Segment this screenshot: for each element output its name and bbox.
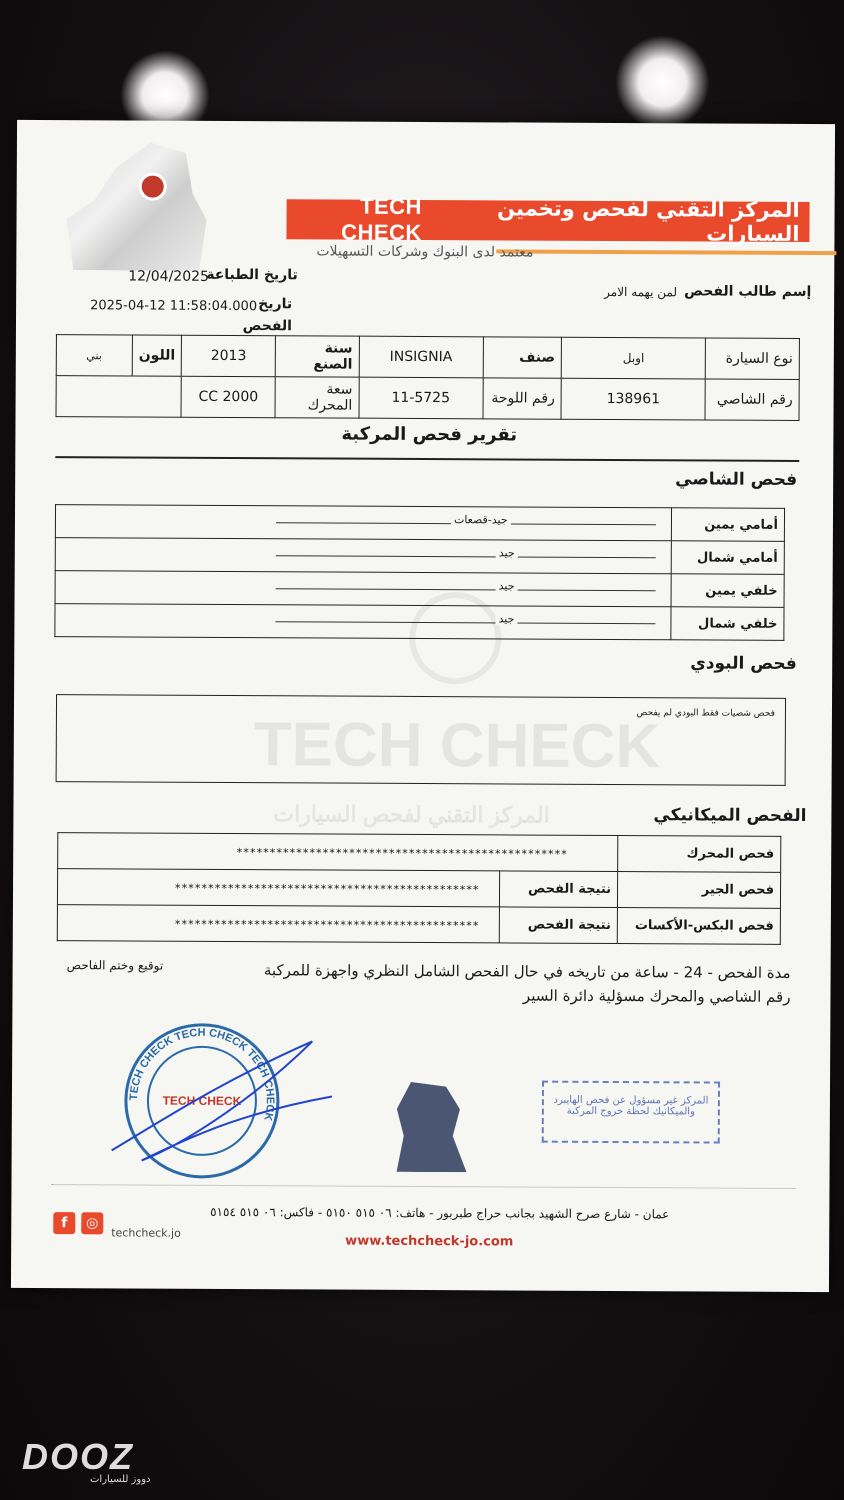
chassis-rear-left-label: خلفي شمال bbox=[671, 607, 784, 641]
gear-check-label: فحص الجير bbox=[617, 872, 780, 909]
vehicle-make-label: نوع السيارة bbox=[705, 338, 799, 379]
inspection-report-paper bbox=[11, 120, 835, 1292]
report-title: تقرير فحص المركبة bbox=[341, 423, 518, 446]
chassis-front-left-label: أمامي شمال bbox=[671, 541, 784, 575]
exam-date: 2025-04-12 11:58:04.000 bbox=[90, 298, 258, 315]
chassis-check-table bbox=[54, 504, 785, 641]
chassis-rear-left-value: جيد bbox=[495, 612, 517, 625]
vehicle-class: INSIGNIA bbox=[359, 336, 483, 378]
ceiling-light bbox=[615, 35, 710, 130]
inspector-round-stamp bbox=[101, 1000, 352, 1201]
vehicle-plate-label: رقم اللوحة bbox=[483, 378, 562, 419]
hologram-seal-icon bbox=[139, 173, 167, 201]
requester-label: إسم طالب الفحص bbox=[684, 283, 812, 301]
value-line bbox=[276, 555, 656, 558]
engine-check-label: فحص المحرك bbox=[618, 836, 781, 873]
chassis-row-value bbox=[55, 538, 671, 574]
disclaimer-line-1: المركز غير مسؤول عن فحص الهايبرد bbox=[553, 1094, 709, 1107]
engine-value-cell bbox=[58, 833, 618, 872]
axle-result-label: نتيجة الفحص bbox=[499, 907, 617, 944]
vehicle-color-label: اللون bbox=[132, 335, 182, 376]
chassis-front-right-value: جيد-قصعات bbox=[451, 513, 511, 526]
axle-value-cell bbox=[57, 905, 499, 943]
mechanical-table bbox=[57, 832, 782, 945]
engine-value: ************************************************** bbox=[236, 845, 568, 861]
value-line bbox=[275, 621, 655, 624]
chassis-front-right-label: أمامي يمين bbox=[671, 508, 784, 542]
watermark-brand: TECH CHECK bbox=[253, 710, 661, 782]
chassis-front-left-value: جيد bbox=[496, 546, 518, 559]
vehicle-class-label: صنف bbox=[483, 337, 562, 378]
chassis-row-value bbox=[55, 604, 671, 640]
vehicle-engine: CC 2000 bbox=[181, 376, 275, 417]
stamp-center-text: TECH CHECK bbox=[162, 1093, 242, 1109]
body-check-note: فحص شصيات فقط البودي لم يفحص bbox=[636, 708, 775, 719]
vehicle-chassis-label: رقم الشاصي bbox=[705, 379, 799, 420]
chassis-row-value bbox=[55, 505, 671, 541]
vehicle-info-table bbox=[56, 334, 800, 421]
requester-value: لمن يهمه الامر bbox=[604, 284, 678, 300]
signature-label: توقيع وختم الفاحص bbox=[66, 958, 164, 973]
vehicle-engine-label: سعة المحرك bbox=[275, 377, 359, 418]
print-date: 12/04/2025 bbox=[128, 268, 209, 285]
stamp-ring-text: TECH CHECK TECH CHECK TECH CHECK bbox=[127, 1026, 276, 1122]
chassis-rear-right-value: جيد bbox=[496, 579, 518, 592]
axle-check-label: فحص البكس-الأكسات bbox=[617, 908, 780, 945]
disclaimer-line-2: والميكانيك لحظة خروج المركبة bbox=[566, 1105, 695, 1118]
footer-address: عمان - شارع صرح الشهيد بجانب حراج طبربور - هاتف: ٠٦ ٥١٥ ٥١٥٠ - فاكس: ٠٦ ٥١٥ ٥١٥٤ bbox=[210, 1204, 670, 1222]
vehicle-plate: 11-5725 bbox=[359, 377, 483, 419]
value-line bbox=[276, 588, 656, 591]
vehicle-make: اوبل bbox=[561, 337, 705, 379]
gear-value-cell bbox=[57, 869, 499, 907]
chassis-responsibility-note: رقم الشاصي والمحرك مسؤلية دائرة السير bbox=[522, 986, 791, 1006]
validity-note: مدة الفحص - 24 - ساعة من تاريخه في حال الفحص الشامل النظري واجهزة للمركبة bbox=[263, 961, 791, 982]
facebook-icon[interactable]: f bbox=[53, 1212, 75, 1234]
disclaimer-box-stamp bbox=[542, 1081, 720, 1144]
vehicle-chassis: 138961 bbox=[561, 378, 705, 420]
divider bbox=[55, 456, 799, 462]
chassis-check-title: فحص الشاصي bbox=[675, 469, 798, 490]
body-check-title: فحص البودي bbox=[690, 653, 797, 674]
gear-result-label: نتيجة الفحص bbox=[499, 871, 617, 908]
vehicle-blank-cell bbox=[56, 376, 182, 418]
social-handle[interactable]: techcheck.jo bbox=[111, 1226, 181, 1240]
header-banner bbox=[286, 193, 809, 246]
chassis-row-value bbox=[55, 571, 671, 607]
instagram-icon[interactable]: ◎ bbox=[81, 1212, 103, 1234]
watermark-arabic: المركز التقني لفحص السيارات bbox=[273, 801, 550, 828]
website-link[interactable]: www.techcheck-jo.com bbox=[345, 1233, 514, 1250]
axle-value: ********************************************** bbox=[174, 917, 479, 932]
exam-date-label: تاريخ الفحص bbox=[242, 296, 293, 335]
header-accent-line bbox=[496, 249, 836, 255]
print-date-label: تاريخ الطباعة bbox=[206, 266, 298, 284]
vehicle-color: بني bbox=[56, 335, 132, 376]
machine-emblem-icon bbox=[397, 1082, 467, 1172]
gear-value: ********************************************** bbox=[174, 881, 480, 896]
brand-name: TECH CHECK bbox=[341, 193, 423, 245]
vehicle-year: 2013 bbox=[182, 335, 276, 376]
header-subtitle: معتمد لدى البنوك وشركات التسهيلات bbox=[316, 243, 534, 261]
site-logo: DOOZ bbox=[22, 1436, 134, 1477]
vehicle-year-label: سنة الصنع bbox=[275, 336, 359, 377]
hologram-sticker bbox=[66, 142, 207, 271]
header-title: المركز التقني لفحص وتخمين السيارات bbox=[497, 196, 800, 246]
site-logo-arabic: دووز للسيارات bbox=[90, 1474, 151, 1485]
body-check-box bbox=[56, 694, 786, 786]
mechanical-title: الفحص الميكانيكي bbox=[653, 805, 807, 827]
chassis-rear-right-label: خلفي يمين bbox=[671, 574, 784, 608]
